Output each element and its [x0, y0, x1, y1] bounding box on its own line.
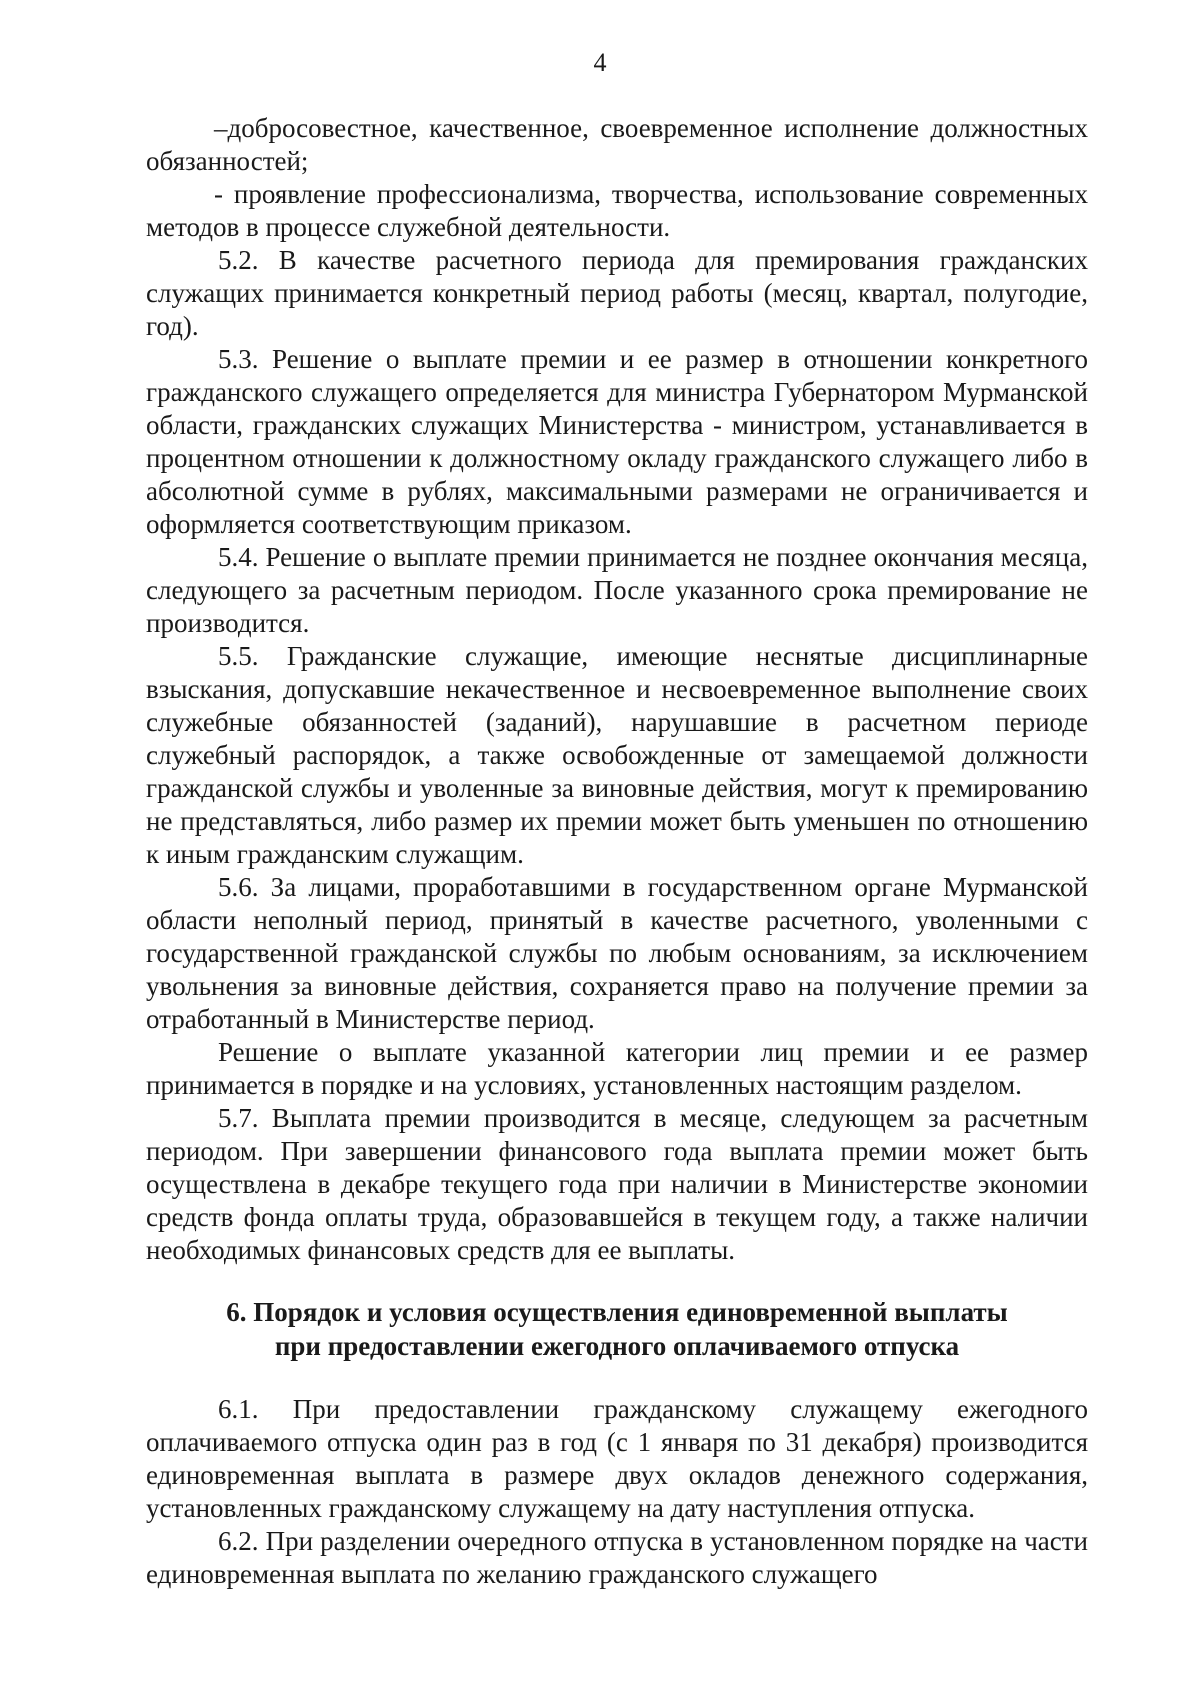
paragraph: 5.4. Решение о выплате премии принимается не позднее окончания месяца, следующего за расчетным периодом. После указанного срока премирование не производится.	[146, 542, 1088, 638]
paragraph: 6.1. При предоставлении гражданскому служащему ежегодного оплачиваемого отпуска один раз в год (с 1 января по 31 декабря) производится единовременная выплата в размере двух окладов денежного содержания, установленных гражданскому служащему на дату наступления отпуска.	[146, 1394, 1088, 1523]
paragraph: –добросовестное, качественное, своевременное исполнение должностных обязанностей;	[146, 113, 1088, 176]
document-body	[146, 112, 1088, 1591]
page-number: 4	[593, 48, 607, 77]
paragraph: 5.6. За лицами, проработавшими в государственном органе Мурманской области неполный период, принятый в качестве расчетного, уволенными с государственной гражданской службы по любым основаниям, за исключением увольнения за виновные действия, сохраняется право на получение премии за отработанный в Министерстве период.	[146, 872, 1088, 1034]
section-heading-line: при предоставлении ежегодного оплачиваемого отпуска	[274, 1331, 960, 1361]
paragraph: 5.3. Решение о выплате премии и ее размер в отношении конкретного гражданского служащего определяется для министра Губернатором Мурманской области, гражданских служащих Министерства - министром, устанавливается в процентном отношении к должностному окладу гражданского служащего либо в абсолютной сумме в рублях, максимальными размерами не ограничивается и оформляется соответствующим приказом.	[146, 344, 1088, 539]
paragraph: 5.7. Выплата премии производится в месяце, следующем за расчетным периодом. При завершении финансового года выплата премии может быть осуществлена в декабре текущего года при наличии в Министерстве экономии средств фонда оплаты труда, образовавшейся в текущем году, а также наличии необходимых финансовых средств для ее выплаты.	[146, 1103, 1088, 1265]
paragraph: Решение о выплате указанной категории лиц премии и ее размер принимается в порядке и на условиях, установленных настоящим разделом.	[146, 1037, 1088, 1100]
paragraph: 5.5. Гражданские служащие, имеющие неснятые дисциплинарные взыскания, допускавшие некачественное и несвоевременное выполнение своих служебные обязанностей (заданий), нарушавшие в расчетном периоде служебный распорядок, а также освобожденные от замещаемой должности гражданской службы и уволенные за виновные действия, могут к премированию не представляться, либо размер их премии может быть уменьшен по отношению к иным гражданским служащим.	[146, 641, 1088, 869]
paragraph: 6.2. При разделении очередного отпуска в установленном порядке на части единовременная выплата по желанию гражданского служащего	[146, 1526, 1088, 1589]
section-heading-line: 6. Порядок и условия осуществления единовременной выплаты	[226, 1297, 1008, 1327]
section-heading	[146, 1295, 1088, 1363]
paragraph: 5.2. В качестве расчетного периода для премирования гражданских служащих принимается конкретный период работы (месяц, квартал, полугодие, год).	[146, 245, 1088, 341]
paragraph: - проявление профессионализма, творчества, использование современных методов в процессе служебной деятельности.	[146, 179, 1088, 242]
